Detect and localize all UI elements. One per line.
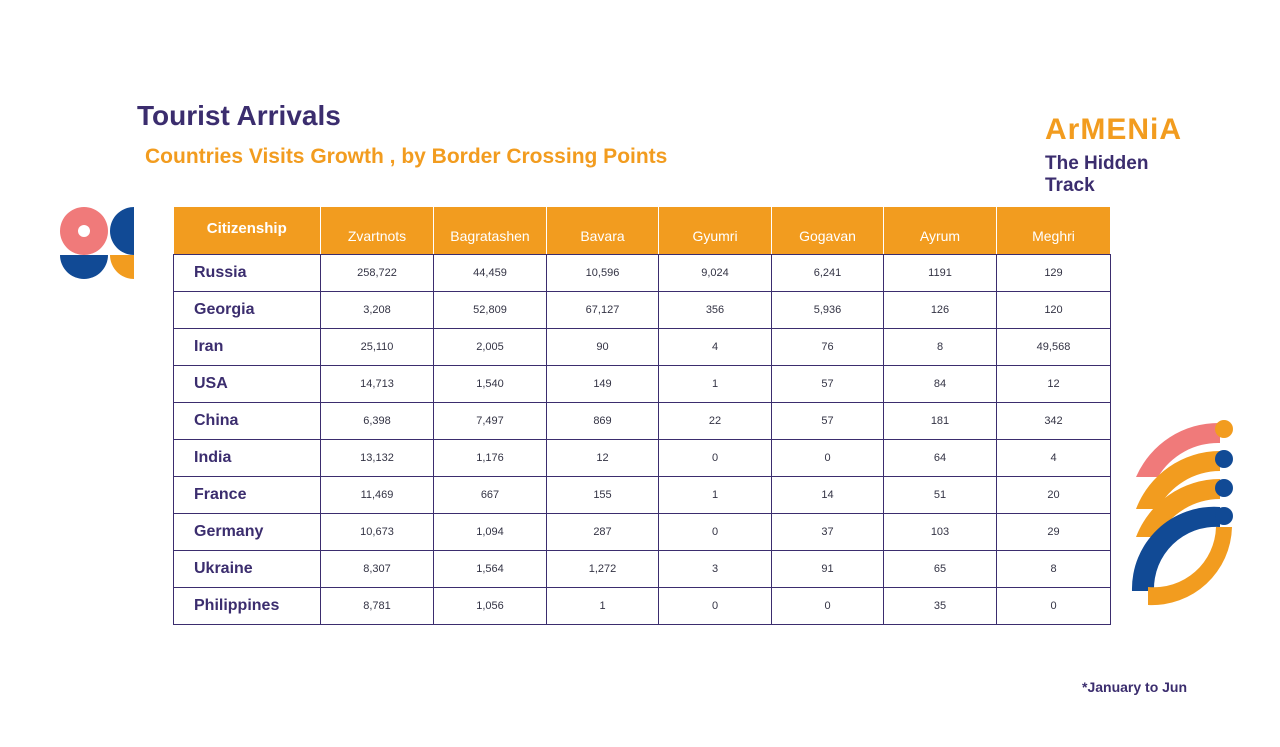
- table-header-row: [174, 207, 1111, 254]
- value-cell: 4: [659, 328, 772, 365]
- value-cell: 1,272: [547, 550, 659, 587]
- value-cell: 0: [659, 587, 772, 624]
- value-cell: 258,722: [321, 254, 434, 291]
- value-cell: 1191: [884, 254, 997, 291]
- table-row: [174, 439, 1111, 476]
- value-cell: 0: [772, 439, 884, 476]
- country-cell: India: [174, 439, 321, 476]
- value-cell: 1: [659, 476, 772, 513]
- value-cell: 11,469: [321, 476, 434, 513]
- value-cell: 49,568: [997, 328, 1111, 365]
- value-cell: 181: [884, 402, 997, 439]
- value-cell: 149: [547, 365, 659, 402]
- value-cell: 8,781: [321, 587, 434, 624]
- value-cell: 14,713: [321, 365, 434, 402]
- value-cell: 35: [884, 587, 997, 624]
- value-cell: 8: [997, 550, 1111, 587]
- value-cell: 14: [772, 476, 884, 513]
- value-cell: 0: [997, 587, 1111, 624]
- value-cell: 25,110: [321, 328, 434, 365]
- value-cell: 1,094: [434, 513, 547, 550]
- value-cell: 67,127: [547, 291, 659, 328]
- value-cell: 4: [997, 439, 1111, 476]
- value-cell: 29: [997, 513, 1111, 550]
- value-cell: 1,540: [434, 365, 547, 402]
- value-cell: 0: [659, 439, 772, 476]
- column-header: Gyumri: [659, 207, 772, 254]
- value-cell: 44,459: [434, 254, 547, 291]
- page-subtitle: Countries Visits Growth , by Border Crossing Points: [145, 145, 668, 168]
- value-cell: 103: [884, 513, 997, 550]
- brand-name: ArMENiA: [1045, 113, 1183, 146]
- value-cell: 91: [772, 550, 884, 587]
- table-row: [174, 476, 1111, 513]
- value-cell: 64: [884, 439, 997, 476]
- country-cell: China: [174, 402, 321, 439]
- column-header: Zvartnots: [321, 207, 434, 254]
- value-cell: 1,564: [434, 550, 547, 587]
- value-cell: 3,208: [321, 291, 434, 328]
- value-cell: 52,809: [434, 291, 547, 328]
- value-cell: 1,176: [434, 439, 547, 476]
- value-cell: 0: [659, 513, 772, 550]
- column-header-citizenship: Citizenship: [174, 207, 321, 254]
- footnote: *January to Jun: [1082, 679, 1188, 695]
- country-cell: Iran: [174, 328, 321, 365]
- value-cell: 2,005: [434, 328, 547, 365]
- country-cell: Georgia: [174, 291, 321, 328]
- value-cell: 1: [659, 365, 772, 402]
- value-cell: 120: [997, 291, 1111, 328]
- country-cell: Germany: [174, 513, 321, 550]
- value-cell: 8: [884, 328, 997, 365]
- value-cell: 20: [997, 476, 1111, 513]
- brand-tagline: The Hidden Track: [1045, 153, 1149, 196]
- table-row: [174, 254, 1111, 291]
- table-row: [174, 291, 1111, 328]
- value-cell: 1,056: [434, 587, 547, 624]
- value-cell: 287: [547, 513, 659, 550]
- value-cell: 57: [772, 402, 884, 439]
- table-row: [174, 513, 1111, 550]
- column-header: Gogavan: [772, 207, 884, 254]
- value-cell: 22: [659, 402, 772, 439]
- column-header: Meghri: [997, 207, 1111, 254]
- value-cell: 869: [547, 402, 659, 439]
- table-row: [174, 365, 1111, 402]
- column-header: Bagratashen: [434, 207, 547, 254]
- arrivals-table: [173, 207, 1111, 625]
- value-cell: 3: [659, 550, 772, 587]
- value-cell: 342: [997, 402, 1111, 439]
- table-row: [174, 328, 1111, 365]
- value-cell: 51: [884, 476, 997, 513]
- table-row: [174, 402, 1111, 439]
- page-title: Tourist Arrivals: [137, 100, 341, 131]
- value-cell: 57: [772, 365, 884, 402]
- value-cell: 1: [547, 587, 659, 624]
- value-cell: 126: [884, 291, 997, 328]
- country-cell: Philippines: [174, 587, 321, 624]
- value-cell: 155: [547, 476, 659, 513]
- value-cell: 356: [659, 291, 772, 328]
- country-cell: Russia: [174, 254, 321, 291]
- column-header: Bavara: [547, 207, 659, 254]
- value-cell: 9,024: [659, 254, 772, 291]
- value-cell: 84: [884, 365, 997, 402]
- value-cell: 10,596: [547, 254, 659, 291]
- value-cell: 7,497: [434, 402, 547, 439]
- value-cell: 65: [884, 550, 997, 587]
- table-row: [174, 550, 1111, 587]
- value-cell: 37: [772, 513, 884, 550]
- value-cell: 129: [997, 254, 1111, 291]
- value-cell: 12: [547, 439, 659, 476]
- brand-logo: [1045, 113, 1195, 197]
- decorative-arcs-right: [1128, 415, 1238, 615]
- value-cell: 8,307: [321, 550, 434, 587]
- value-cell: 5,936: [772, 291, 884, 328]
- table-body: [174, 254, 1111, 624]
- value-cell: 10,673: [321, 513, 434, 550]
- country-cell: Ukraine: [174, 550, 321, 587]
- country-cell: USA: [174, 365, 321, 402]
- country-cell: France: [174, 476, 321, 513]
- value-cell: 0: [772, 587, 884, 624]
- value-cell: 90: [547, 328, 659, 365]
- value-cell: 76: [772, 328, 884, 365]
- value-cell: 13,132: [321, 439, 434, 476]
- value-cell: 667: [434, 476, 547, 513]
- value-cell: 6,241: [772, 254, 884, 291]
- table-row: [174, 587, 1111, 624]
- decorative-shapes-left: [58, 205, 136, 283]
- value-cell: 12: [997, 365, 1111, 402]
- column-header: Ayrum: [884, 207, 997, 254]
- value-cell: 6,398: [321, 402, 434, 439]
